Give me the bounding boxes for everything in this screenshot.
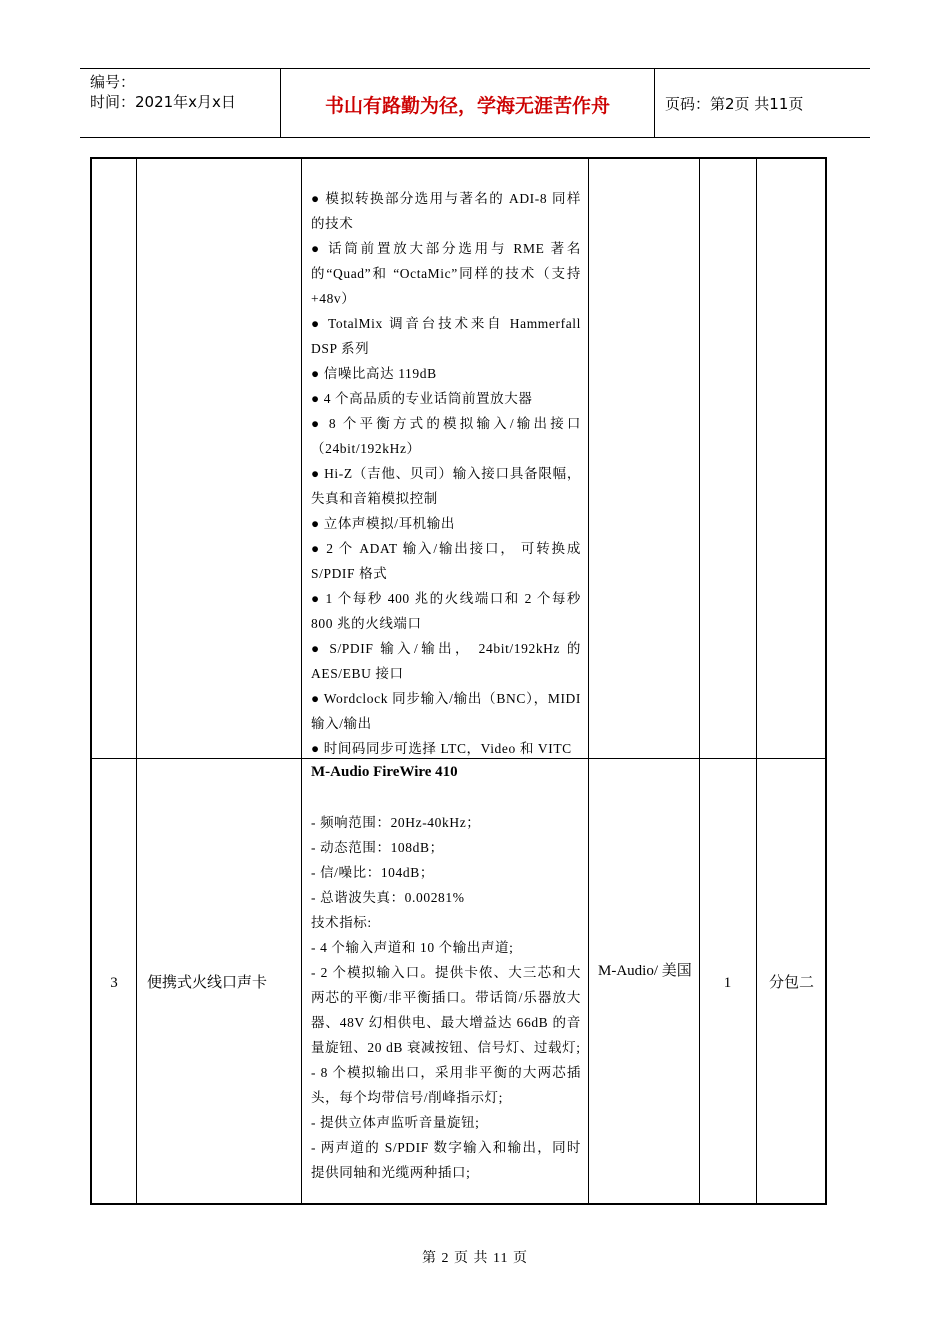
header-page-cell — [654, 69, 871, 137]
spec-line: - 2 个模拟输入口。提供卡侬、大三芯和大两芯的平衡/非平衡插口。带话筒/乐器放大器、48V 幻相供电、最大增益达 66dB 的音量旋钮、20 dB 衰减按钮、信号灯、过载灯; — [311, 965, 581, 1055]
time-label: 时间：2021年x月x日 — [90, 93, 236, 111]
spec-line: - 两声道的 S/PDIF 数字输入和输出，同时提供同轴和光缆两种插口; — [311, 1140, 581, 1180]
spec-line: ● 信噪比高达 119dB — [311, 366, 437, 381]
spec-line: ● 2 个 ADAT 输入/输出接口， 可转换成 S/PDIF 格式 — [311, 541, 581, 581]
spec-line: - 提供立体声监听音量旋钮; — [311, 1115, 480, 1130]
spec-line: ● S/PDIF 输入/输出， 24bit/192kHz 的 AES/EBU 接口 — [311, 641, 581, 681]
spec-line: ● 8 个平衡方式的模拟输入/输出接口（24bit/192kHz） — [311, 416, 581, 456]
header-info-cell — [80, 69, 281, 137]
spec-line: ● Hi-Z（吉他、贝司）输入接口具备限幅，失真和音箱模拟控制 — [311, 466, 581, 506]
row1-spec-cell — [311, 186, 581, 761]
page-footer — [0, 1247, 950, 1267]
spec-line: - 动态范围：108dB； — [311, 840, 444, 855]
spec-line: ● TotalMix 调音台技术来自 Hammerfall DSP 系列 — [311, 316, 581, 356]
header-motto: 书山有路勤为径，学海无涯苦作舟 — [324, 95, 610, 117]
spec-line: ● 时间码同步可选择 LTC，Video 和 VITC — [311, 741, 572, 756]
spec-line: ● 4 个高品质的专业话筒前置放大器 — [311, 391, 533, 406]
code-label: 编号： — [90, 73, 136, 91]
spec-line: ● 1 个每秒 400 兆的火线端口和 2 个每秒 800 兆的火线端口 — [311, 591, 581, 631]
spec-line: ● 立体声模拟/耳机输出 — [311, 516, 455, 531]
spec-line: ● 话筒前置放大部分选用与 RME 著名的“Quad”和 “OctaMic”同样的技术（支持+48v） — [311, 241, 581, 306]
product-title: M-Audio FireWire 410 — [311, 764, 458, 780]
header-page-info: 页码：第2页 共11页 — [665, 95, 804, 113]
row2-name: 便携式火线口声卡 — [147, 975, 268, 991]
footer-page-number: 第 2 页 共 11 页 — [422, 1251, 528, 1266]
spec-line: 技术指标: — [311, 915, 372, 930]
page-header — [80, 68, 870, 138]
spec-line: - 频响范围：20Hz-40kHz； — [311, 815, 481, 830]
row2-brand: M-Audio/ 美国 — [598, 963, 692, 979]
spec-line: - 4 个输入声道和 10 个输出声道; — [311, 940, 514, 955]
equipment-table — [90, 157, 827, 1205]
spec-line: ● 模拟转换部分选用与著名的 ADI-8 同样的技术 — [311, 191, 581, 231]
row2-spec-cell — [311, 760, 581, 1185]
spec-line: - 信/噪比：104dB； — [311, 865, 434, 880]
row2-quantity: 1 — [723, 975, 732, 991]
row2-package: 分包二 — [768, 975, 814, 991]
row2-number: 3 — [110, 975, 118, 991]
spec-line: - 总谐波失真：0.00281% — [311, 890, 465, 905]
header-motto-cell — [281, 69, 654, 137]
spec-line: - 8 个模拟输出口，采用非平衡的大两芯插头，每个均带信号/削峰指示灯; — [311, 1065, 581, 1105]
spec-line: ● Wordclock 同步输入/输出（BNC），MIDI 输入/输出 — [311, 691, 581, 731]
